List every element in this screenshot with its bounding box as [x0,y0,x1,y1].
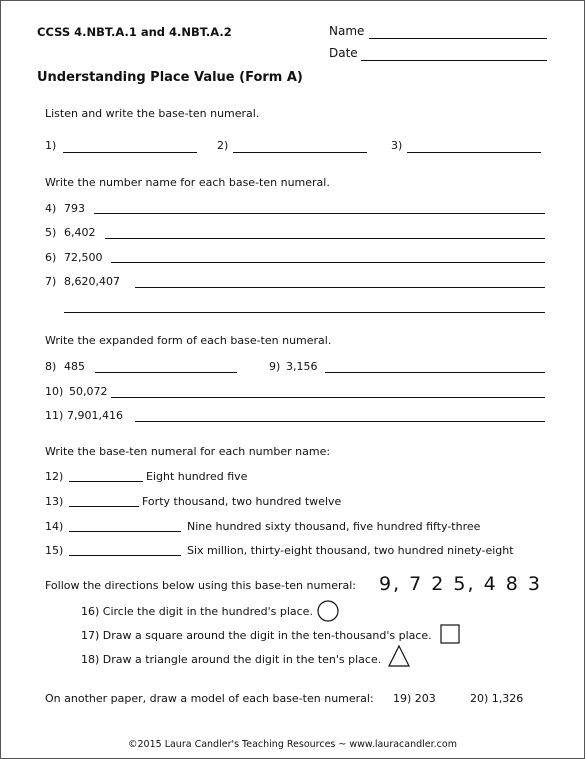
item-11-value: 7,901,416 [67,409,123,422]
answer-line-13[interactable] [69,506,139,507]
item-5-value: 6,402 [64,226,96,239]
answer-line-7a[interactable] [135,287,545,288]
base-ten-numeral: 9, 7 2 5, 4 8 3 [379,573,542,595]
circle-icon [316,599,340,623]
answer-line-3[interactable] [407,152,541,153]
item-8-number: 8) [45,360,57,373]
item-2-number: 2) [217,139,229,152]
item-16-text: 16) Circle the digit in the hundred's place. [81,605,313,618]
item-10-number: 10) [45,385,64,398]
answer-line-5[interactable] [105,238,545,239]
section1-instruction: Listen and write the base-ten numeral. [45,107,260,120]
item-1-number: 1) [45,139,57,152]
item-7-value: 8,620,407 [64,275,120,288]
name-label: Name [329,24,365,38]
answer-line-6[interactable] [111,262,545,263]
item-9-value: 3,156 [286,360,318,373]
item-13-name: Forty thousand, two hundred twelve [142,495,342,508]
date-field[interactable] [361,60,547,61]
item-15-name: Six million, thirty-eight thousand, two hundred ninety-eight [187,544,514,557]
name-field[interactable] [369,38,547,39]
item-20: 20) 1,326 [470,692,524,705]
item-6-number: 6) [45,251,57,264]
item-14-number: 14) [45,520,64,533]
item-15-number: 15) [45,544,64,557]
section5-instruction: Follow the directions below using this base-ten numeral: [45,579,356,592]
item-19: 19) 203 [393,692,436,705]
item-12-name: Eight hundred five [146,470,248,483]
standard-code: CCSS 4.NBT.A.1 and 4.NBT.A.2 [37,25,232,39]
answer-line-12[interactable] [69,481,143,482]
answer-line-11[interactable] [135,421,545,422]
item-18-text: 18) Draw a triangle around the digit in the ten's place. [81,653,382,666]
section2-instruction: Write the number name for each base-ten numeral. [45,176,330,189]
footer-credit: ©2015 Laura Candler's Teaching Resources ~ www.lauracandler.com [128,739,457,750]
date-label: Date [329,46,358,60]
item-8-value: 485 [64,360,85,373]
answer-line-1[interactable] [63,152,197,153]
item-4-value: 793 [64,202,85,215]
item-12-number: 12) [45,470,64,483]
answer-line-10[interactable] [111,397,545,398]
answer-line-14[interactable] [69,531,181,532]
item-17-text: 17) Draw a square around the digit in the ten-thousand's place. [81,629,432,642]
answer-line-15[interactable] [69,555,181,556]
item-10-value: 50,072 [69,385,108,398]
item-11-number: 11) [45,409,64,422]
item-6-value: 72,500 [64,251,103,264]
answer-line-7b[interactable] [64,312,545,313]
item-4-number: 4) [45,202,57,215]
item-7-number: 7) [45,275,57,288]
item-3-number: 3) [391,139,403,152]
page-title: Understanding Place Value (Form A) [37,70,303,85]
section3-instruction: Write the expanded form of each base-ten numeral. [45,334,332,347]
answer-line-8[interactable] [95,372,237,373]
square-icon [440,624,460,644]
section4-instruction: Write the base-ten numeral for each number name: [45,445,331,458]
answer-line-4[interactable] [94,213,545,214]
triangle-icon [387,644,411,668]
answer-line-2[interactable] [233,152,367,153]
item-5-number: 5) [45,226,57,239]
item-14-name: Nine hundred sixty thousand, five hundred fifty-three [187,520,481,533]
answer-line-9[interactable] [325,372,545,373]
section6-instruction: On another paper, draw a model of each base-ten numeral: [45,692,374,705]
item-9-number: 9) [269,360,281,373]
item-13-number: 13) [45,495,64,508]
